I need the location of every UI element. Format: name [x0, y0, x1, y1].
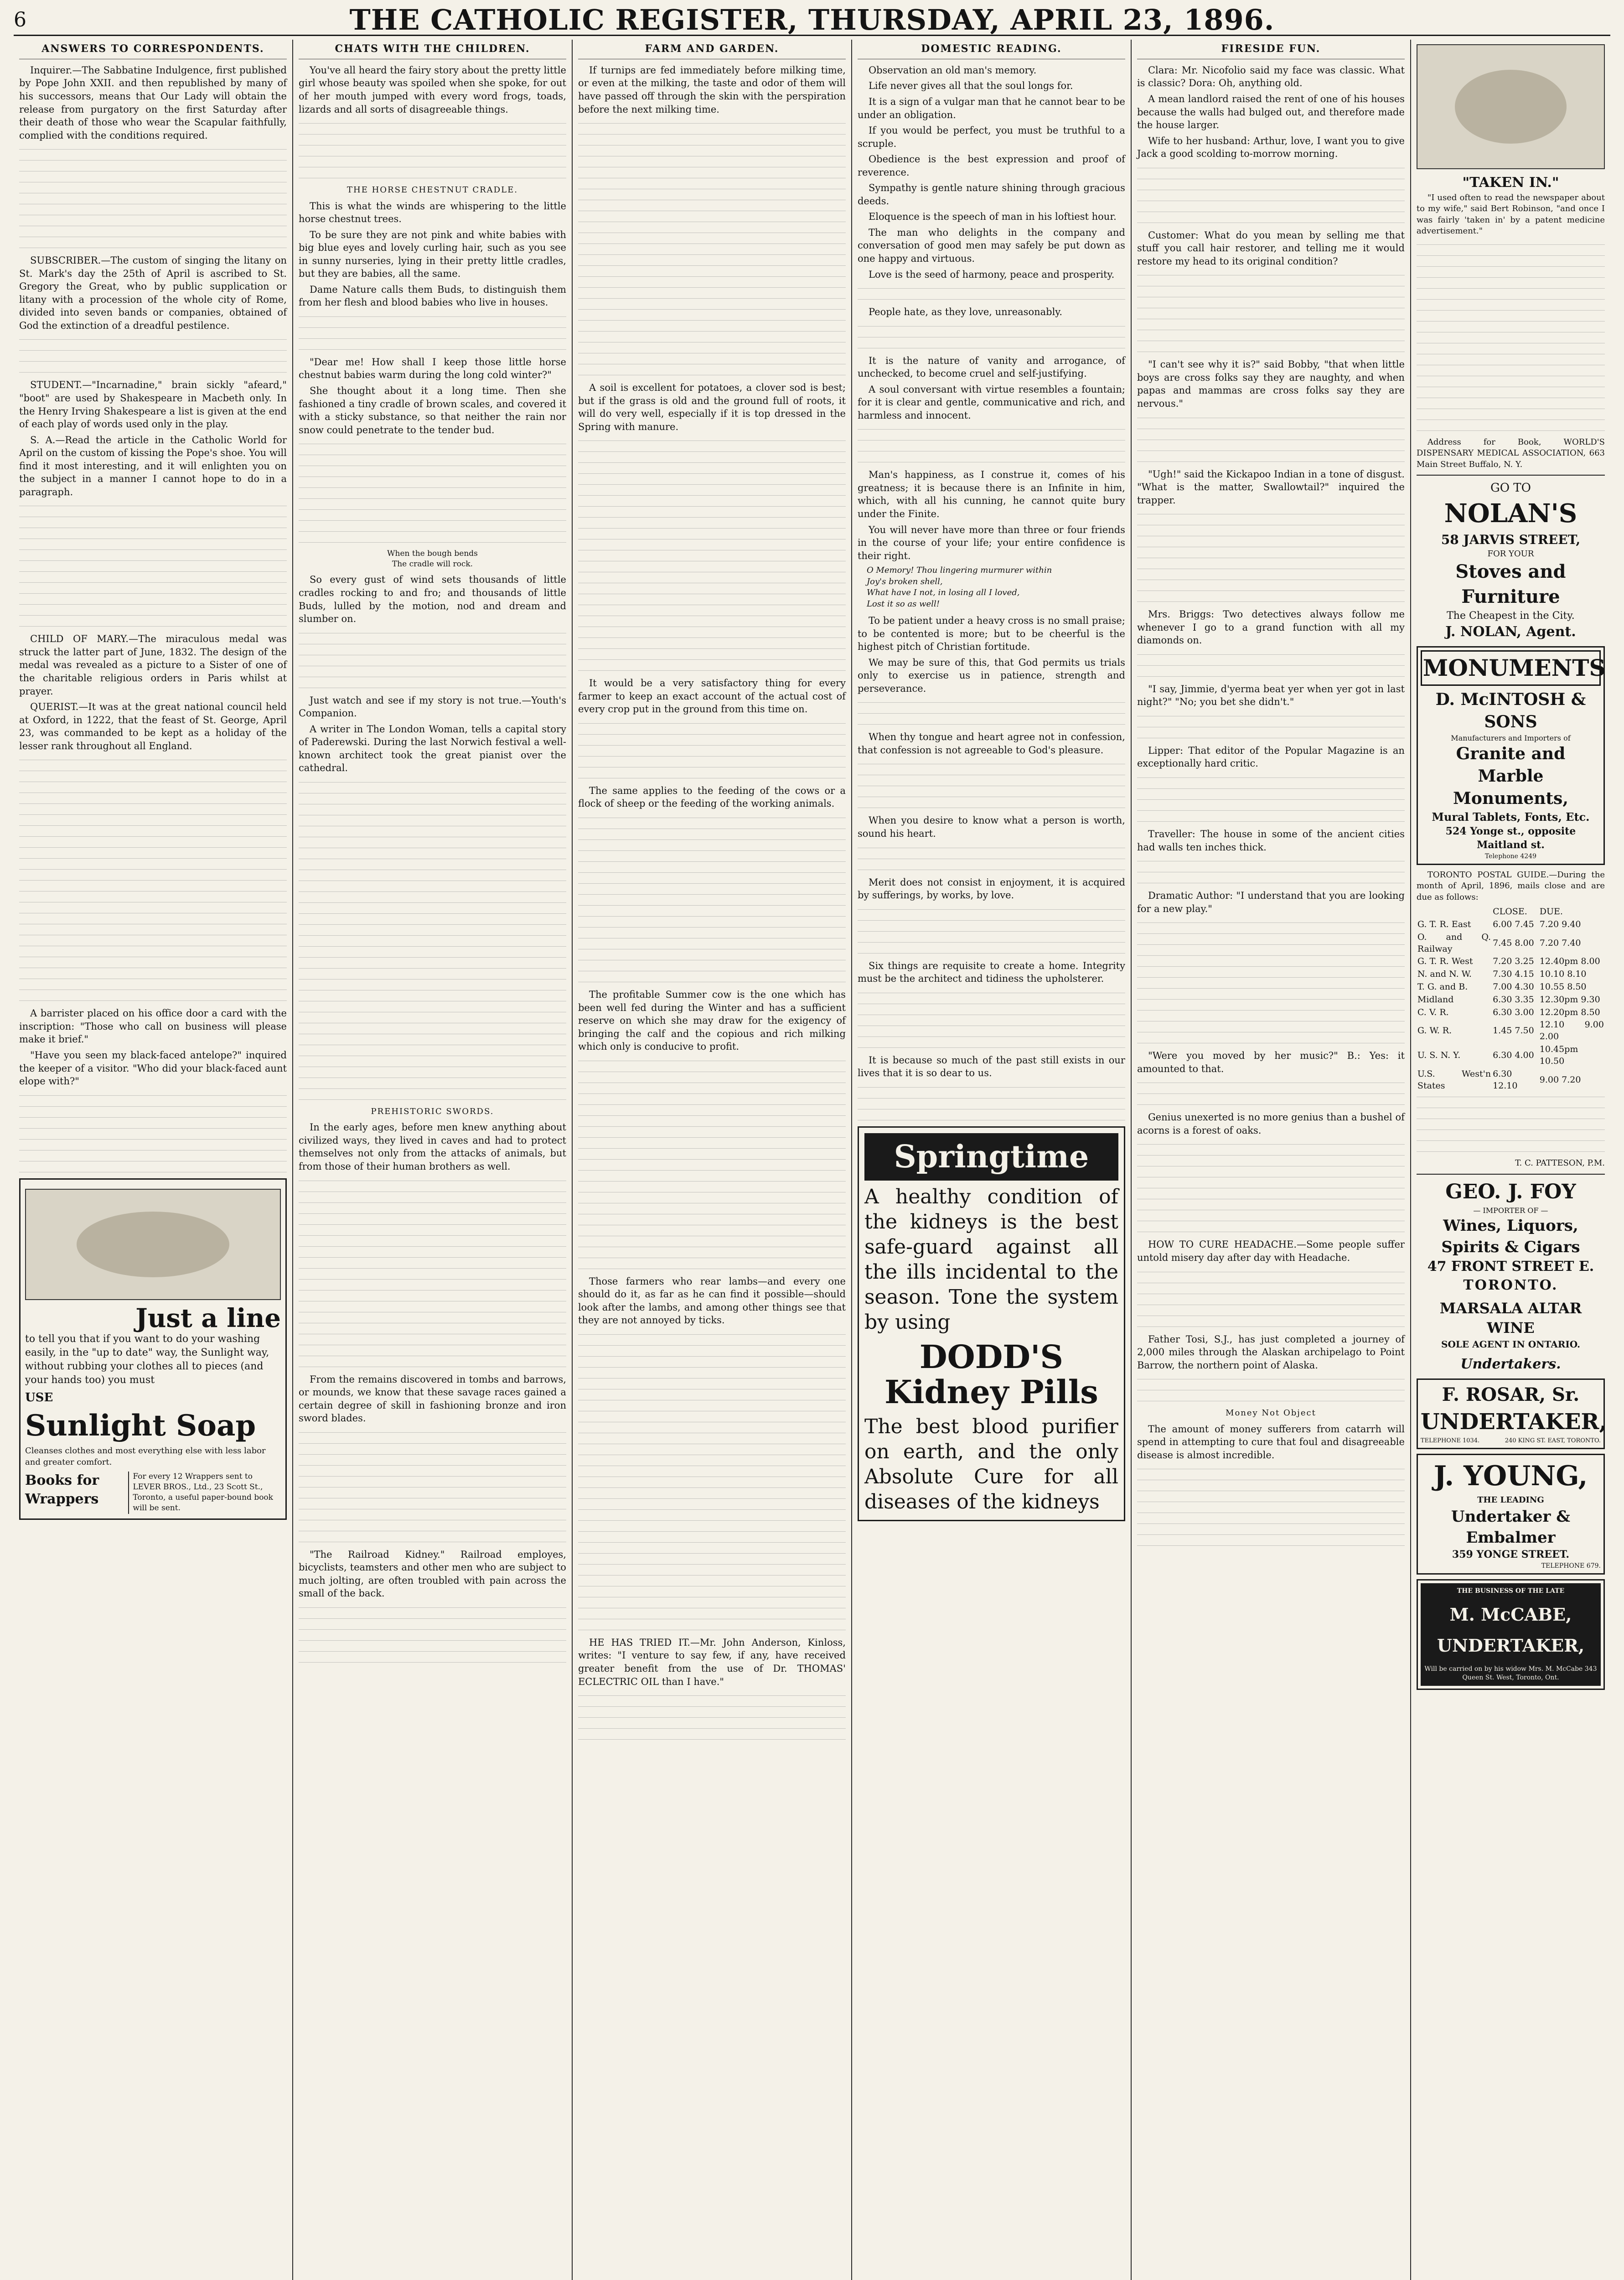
article-paragraph: Just watch and see if my story is not true.—Youth's Companion. [298, 694, 566, 719]
text-block [858, 321, 1125, 348]
table-cell: 12.20pm 8.50 [1539, 1007, 1600, 1017]
article-paragraph: The same applies to the feeding of the cows or a flock of sheep or the feeding of the working animals. [578, 785, 846, 809]
postal-title: TORONTO POSTAL GUIDE.—During the month of April, 1896, mails close and are due as follows: [1416, 870, 1605, 902]
maxim: Man's happiness, as I construe it, comes of his greatness; it is because there is an Infinite in him, which, with all his cunning, he cannot quite bury under the Finite. [857, 469, 1125, 520]
postmaster: T. C. PATTESON, P.M. [1515, 1158, 1605, 1168]
table-row [1417, 918, 1605, 931]
article-paragraph: If turnips are fed immediately before milking time, or even at the milking, the taste and odor of them will have passed off through the skin with the perspiration before the next milking time. [578, 64, 846, 115]
text-block [299, 119, 566, 178]
ad-telephone: Telephone 4249 [1484, 852, 1536, 860]
ad-offer: For every 12 Wrappers sent to LEVER BROS., Ltd., 23 Scott St., Toronto, a useful paper-bound book will be sent. [128, 1472, 281, 1513]
table-cell: 7.30 4.15 [1493, 969, 1534, 979]
maxim: Observation an old man's memory. [868, 64, 1037, 76]
table-header: DUE. [1539, 907, 1563, 917]
ad-name: GEO. J. FOY [1445, 1180, 1576, 1203]
text-block [1137, 1267, 1405, 1327]
poem-line: What have I not, in losing all I loved, [866, 588, 1020, 598]
column-farm [573, 40, 852, 2280]
poem-line: O Memory! Thou lingering murmurer within [866, 565, 1052, 575]
text-block [578, 813, 846, 982]
text-block [19, 501, 287, 627]
article-paragraph: A writer in The London Woman, tells a capital story of Paderewski. During the last Norwich festival a well-known architect took the great pianist over the cathedral. [298, 723, 566, 774]
text-block [578, 1056, 846, 1269]
text-block [1137, 1078, 1405, 1105]
table-row [1417, 1006, 1605, 1019]
table-cell: 9.00 7.20 [1539, 1074, 1581, 1085]
article-paragraph: From the remains discovered in tombs and barrows, or mounds, we know that these savage races gained a certain degree of skill in fashioning bronze and iron sword blades. [298, 1373, 566, 1424]
table-cell: 12.40pm 8.00 [1539, 956, 1600, 967]
table-header [1417, 906, 1492, 918]
table-cell: O. and Q. Railway [1417, 932, 1491, 954]
article-paragraph: Genius unexerted is no more genius than a bushel of acorns is a forest of oaks. [1137, 1112, 1405, 1136]
ad-use: USE [25, 1390, 53, 1404]
maxim: It is a sign of a vulgar man that he cannot bear to be under an obligation. [857, 96, 1125, 120]
table-cell: T. G. and B. [1417, 981, 1468, 992]
ad-product: DODD'S Kidney Pills [884, 1338, 1098, 1411]
text-block [19, 1091, 287, 1172]
article-paragraph: HE HAS TRIED IT.—Mr. John Anderson, Kinloss, writes: "I venture to say few, if any, have received greater benefit from the use of Dr. THOMAS' ECLECTRIC OIL than I have." [578, 1637, 846, 1687]
text-block [1137, 1140, 1405, 1232]
postal-guide [1417, 870, 1605, 1169]
rosar-ad [1417, 1378, 1605, 1449]
table-row [1417, 981, 1605, 994]
section-heading: CHATS WITH THE CHILDREN. [299, 42, 566, 59]
ad-body: A healthy condition of the kidneys is the best safe-guard against all the ills incidental to the season. Tone the system by using [864, 1185, 1118, 1334]
undertakers-heading: Undertakers. [1460, 1356, 1561, 1372]
text-block [1417, 1092, 1605, 1152]
article-paragraph: A soil is excellent for potatoes, a clover sod is best; but if the grass is old and the ground full of roots, it will do very well, especially if it is top dressed in the Spring with manure. [578, 382, 846, 432]
ad-leading: THE LEADING [1477, 1495, 1544, 1505]
article-paragraph: A barrister placed on his office door a card with the inscription: "Those who call on business will please make it brief." [19, 1008, 287, 1045]
article-paragraph: So every gust of wind sets thousands of little cradles rocking to and fro; and thousands of little Buds, lulled by the motion, nod and dream and slumber on. [298, 574, 566, 625]
page-number: 6 [14, 8, 26, 31]
table-row [1417, 1019, 1605, 1043]
maxim: We may be sure of this, that God permits us trials only to exercise us in patience, strength and perseverance. [857, 657, 1125, 694]
ad-title: MONUMENTS [1421, 650, 1601, 686]
maxim: To be patient under a heavy cross is no small praise; to be contented is more; but to be cheerful is the highest pitch of Christian fortitude. [857, 615, 1125, 653]
text-block [1137, 1374, 1405, 1401]
article-paragraph: Father Tosi, S.J., has just completed a journey of 2,000 miles through the Alaskan archipelago to Point Barrow, the northern point of Alaska. [1137, 1333, 1405, 1371]
ad-caption: "TAKEN IN." [1462, 175, 1559, 191]
nolan-ad [1417, 475, 1605, 642]
table-cell: 1.45 7.50 [1493, 1026, 1534, 1036]
poem-line: The cradle will rock. [392, 560, 473, 569]
ad-goods: Wines, Liquors, Spirits & Cigars [1441, 1217, 1580, 1256]
postal-table-body [1417, 918, 1605, 1093]
maxim: A soul conversant with virtue resembles a fountain; for it is clear and gentle, communicative and rich, and harmless and innocent. [857, 383, 1125, 421]
joke: "Ugh!" said the Kickapoo Indian in a tone of disgust. "What is the matter, Swallowtail?" inquired the trapper. [1137, 468, 1405, 506]
article-paragraph: She thought about it a long time. Then she fashioned a tiny cradle of brown scales, and covered it with a sticky substance, so that neither the rain nor snow could penetrate to the tender bud. [298, 385, 566, 435]
maxim: You will never have more than three or four friends in the course of your life; your entire confidence is their right. [857, 524, 1125, 561]
table-cell: 10.45pm 10.50 [1539, 1044, 1578, 1066]
table-cell: G. W. R. [1417, 1026, 1452, 1036]
table-cell: U. S. N. Y. [1417, 1050, 1461, 1061]
ad-city: TORONTO. [1463, 1277, 1558, 1293]
table-header: CLOSE. [1493, 907, 1527, 917]
table-row [1417, 955, 1605, 968]
text-block [578, 719, 846, 778]
table-cell: 7.45 8.00 [1493, 938, 1534, 948]
ad-body: "I used often to read the newspaper about to my wife," said Bert Robinson, "and once I was fairly 'taken in' by a patent medicine advertisement." [1416, 192, 1605, 236]
ad-makers: Manufacturers and Importers of [1451, 733, 1571, 742]
text-block [299, 439, 566, 543]
text-block [858, 988, 1125, 1048]
newspaper-title: THE CATHOLIC REGISTER, THURSDAY, APRIL 23, 1896. [349, 3, 1275, 36]
text-block [1137, 650, 1405, 677]
poem-line: When the bough bends [387, 549, 478, 559]
maxim: Love is the seed of harmony, peace and prosperity. [868, 269, 1115, 280]
column-fireside [1132, 40, 1411, 2280]
maxim: Merit does not consist in enjoyment, it is acquired by sufferings, by works, by love. [857, 876, 1125, 901]
table-cell: Midland [1417, 994, 1454, 1005]
text-block [1137, 509, 1405, 602]
ad-altar: MARSALA ALTAR WINE [1439, 1299, 1582, 1337]
article-paragraph: "Have you seen my black-faced antelope?" inquired the keeper of a visitor. "Who did your black-faced aunt elope with?" [19, 1049, 287, 1087]
ad-name: J. YOUNG, [1433, 1460, 1588, 1492]
article-paragraph: You've all heard the fairy story about the pretty little girl whose beauty was spoiled when she spoke, for out of her mouth jumped with every word frogs, toads, lizards and all sorts of disagreeable things. [298, 64, 566, 115]
maxim: If you would be perfect, you must be truthful to a scruple. [857, 125, 1125, 149]
joke: "I can't see why it is?" said Bobby, "that when little boys are cross folks say they are naughty, and when papas and mammas are cross folks say they are nervous." [1137, 359, 1405, 409]
text-block [858, 1083, 1125, 1120]
text-block [858, 698, 1125, 725]
ad-product: Granite and Marble Monuments, [1453, 744, 1568, 808]
monuments-ad [1417, 646, 1605, 865]
ad-body: Will be carried on by his widow Mrs. M. McCabe 343 Queen St. West, Toronto, Ont. [1421, 1661, 1601, 1686]
table-cell: G. T. R. East [1417, 919, 1471, 929]
joke: Clara: Mr. Nicofolio said my face was classic. What is classic? Dora: Oh, anything old. [1137, 64, 1405, 89]
joke: Traveller: The house in some of the ancient cities had walls ten inches thick. [1137, 829, 1405, 853]
ad-title: UNDERTAKER, [1421, 1630, 1601, 1661]
table-cell: 10.55 8.50 [1539, 981, 1587, 992]
article-paragraph: "Dear me! How shall I keep those little horse chestnut babies warm during the long cold winter?" [298, 356, 566, 381]
table-cell: C. V. R. [1417, 1007, 1449, 1017]
article-paragraph: In the early ages, before men knew anything about civilized ways, they lived in caves and had to protect themselves not only from the attacks of animals, but from those of their human brothers as well. [298, 1122, 566, 1172]
maxim: Sympathy is gentle nature shining through gracious deeds. [857, 182, 1125, 207]
text-block [299, 628, 566, 688]
text-block [299, 312, 566, 350]
table-cell: G. T. R. West [1417, 956, 1473, 967]
text-block [578, 119, 846, 375]
ad-goto: GO TO [1490, 481, 1531, 495]
joke: Customer: What do you mean by selling me that stuff you call hair restorer, and telling me it would restore my head to its original condition? [1137, 229, 1405, 267]
text-block [1137, 163, 1405, 223]
springtime-ad [858, 1126, 1125, 1521]
section-heading: FARM AND GARDEN. [578, 42, 846, 59]
maxim: People hate, as they love, unreasonably. [868, 306, 1063, 318]
ad-banner: THE BUSINESS OF THE LATE [1421, 1583, 1601, 1599]
ad-footer: The best blood purifier on earth, and the only Absolute Cure for all diseases of the kidneys [864, 1415, 1118, 1514]
poem-title: THE HORSE CHESTNUT CRADLE. [347, 185, 518, 195]
mccabe-ad [1417, 1579, 1605, 1689]
table-cell: 7.00 4.30 [1493, 981, 1534, 992]
section-heading: DOMESTIC READING. [858, 42, 1125, 59]
table-cell: 7.20 3.25 [1493, 956, 1534, 967]
table-cell: 6.30 12.10 [1493, 1068, 1518, 1091]
text-block [1137, 270, 1405, 352]
text-block [578, 1330, 846, 1630]
ad-street: 47 FRONT STREET E. [1427, 1258, 1594, 1275]
maxim: It is the nature of vanity and arrogance, of unchecked, to become cruel and self-justifying. [857, 355, 1125, 379]
text-block [19, 145, 287, 248]
table-cell: 12.10 9.00 2.00 [1539, 1020, 1604, 1042]
ad-for-your: FOR YOUR [1487, 549, 1534, 559]
ad-address: 359 YONGE STREET. [1452, 1549, 1569, 1561]
poem-lines [299, 549, 566, 570]
table-row [1417, 994, 1605, 1006]
table-cell: 6.30 4.00 [1493, 1050, 1534, 1061]
text-block [1417, 240, 1605, 431]
text-block [299, 1428, 566, 1542]
column-grid [14, 40, 1610, 2280]
washerwoman-illustration [25, 1189, 281, 1300]
maxim: Life never gives all that the soul longs for. [868, 80, 1073, 92]
poem-line: Joy's broken shell, [866, 576, 943, 586]
text-block [1137, 856, 1405, 883]
text-block [1137, 711, 1405, 738]
table-cell: 10.10 8.10 [1539, 969, 1587, 979]
sub-heading: PREHISTORIC SWORDS. [371, 1106, 494, 1116]
ad-title: Undertaker & Embalmer [1451, 1507, 1570, 1547]
table-cell: U.S. West'n States [1417, 1068, 1491, 1091]
text-block [19, 335, 287, 373]
article-paragraph: "The Railroad Kidney." Railroad employes, bicyclists, teamsters and other men who are subject to much jolting, are often troubled with pain across the small of the back. [298, 1549, 566, 1599]
maxim: When you desire to know what a person is worth, sound his heart. [857, 815, 1125, 839]
ad-product: Stoves and Furniture [1455, 561, 1566, 607]
masthead [14, 5, 1610, 36]
table-row [1417, 931, 1605, 956]
text-block [299, 777, 566, 1100]
article-paragraph: CHILD OF MARY.—The miraculous medal was struck the latter part of June, 1832. The design of the medal was revealed as a picture to a Sister of one of the charitable religious orders in Paris whilst at prayer. [19, 633, 287, 697]
poem-line: Lost it so as well! [866, 599, 940, 609]
foy-ad [1417, 1174, 1605, 1351]
table-cell: 7.20 7.40 [1539, 938, 1581, 948]
text-block [858, 759, 1125, 808]
article-paragraph: SUBSCRIBER.—The custom of singing the litany on St. Mark's day the 25th of April is ascribed to St. Gregory the Great, who by public supplication or litany with a procession of the whole city of Rome, divided into seven bands or companies, obtained of God the extinction of a dreadful pestilence. [19, 255, 287, 331]
sunlight-soap-ad [19, 1178, 287, 1520]
table-cell: N. and N. W. [1417, 969, 1472, 979]
table-row [1417, 1068, 1605, 1093]
ad-address: Address for Book, WORLD'S DISPENSARY MEDICAL ASSOCIATION, 663 Main Street Buffalo, N. Y. [1416, 437, 1605, 469]
maxim: Six things are requisite to create a home. Integrity must be the architect and tidiness the upholsterer. [857, 960, 1125, 985]
section-heading: FIRESIDE FUN. [1137, 42, 1405, 59]
text-block [1137, 918, 1405, 1043]
text-block [858, 284, 1125, 300]
ad-address: 524 Yonge st., opposite Maitland st. [1445, 825, 1576, 851]
column-answers [14, 40, 293, 2280]
joke: Dramatic Author: "I understand that you are looking for a new play." [1137, 890, 1405, 914]
ad-brand: Sunlight Soap [25, 1409, 256, 1443]
ad-books: Books for Wrappers [25, 1472, 99, 1507]
article-paragraph: Those farmers who rear lambs—and every one should do it, as far as he can find it possible—should look after the lambs, and among other things see that they are not annoyed by ticks. [578, 1275, 846, 1326]
article-paragraph: S. A.—Read the article in the Catholic World for April on the custom of kissing the Pope's shoe. You will find it most interesting, and it will enlighten you on the subject in a manner I cannot hope to do in a paragraph. [19, 434, 287, 497]
article-paragraph: This is what the winds are whispering to the little horse chestnut trees. [298, 200, 566, 225]
ad-agent: SOLE AGENT IN ONTARIO. [1441, 1338, 1580, 1350]
ad-title: UNDERTAKER, [1420, 1409, 1607, 1435]
taken-in-illustration [1417, 44, 1605, 169]
column-domestic [852, 40, 1132, 2280]
text-block [578, 1691, 846, 1740]
maxim: It is because so much of the past still exists in our lives that it is so dear to us. [857, 1054, 1125, 1079]
sub-heading: Money Not Object [1226, 1408, 1316, 1418]
joke: Lipper: That editor of the Popular Magazine is an exceptionally hard critic. [1137, 745, 1405, 769]
article-paragraph: QUERIST.—It was at the great national council held at Oxford, in 1222, that the feast of St. George, April 23, was commanded to be kept as a holiday of the lesser rank throughout all England. [19, 701, 287, 751]
text-block [1137, 773, 1405, 822]
maxim: Obedience is the best expression and proof of reverence. [857, 154, 1125, 178]
text-block [19, 755, 287, 1001]
table-cell: 6.30 3.00 [1493, 1007, 1534, 1017]
table-row [1417, 968, 1605, 981]
maxim: When thy tongue and heart agree not in confession, that confession is not agreeable to God's pleasure. [857, 731, 1125, 756]
ad-banner: Springtime [864, 1133, 1118, 1181]
ad-name: NOLAN'S [1444, 498, 1577, 529]
column-advertisements [1411, 40, 1610, 2280]
table-row [1417, 1043, 1605, 1068]
maxim: Eloquence is the speech of man in his loftiest hour. [868, 211, 1117, 223]
table-cell: 6.30 3.35 [1493, 994, 1534, 1005]
ad-name: F. ROSAR, Sr. [1442, 1384, 1580, 1405]
article-paragraph: STUDENT.—"Incarnadine," brain sickly "afeard," "boot" are used by Shakespeare in Macbeth only. In the Henry Irving Shakespeare a list is given at the end of each play of words used only in the play. [19, 379, 287, 430]
ad-telephone: TELEPHONE 679. [1541, 1562, 1601, 1570]
joke: Mrs. Briggs: Two detectives always follow me whenever I go to a grand function with all my diamonds on. [1137, 609, 1405, 646]
text-block [858, 905, 1125, 953]
article-paragraph: The profitable Summer cow is the one which has been well fed during the Winter and has a sufficient reserve on which she may draw for the exigency of bringing the calf and the copious and rich milking which only is conducive to profit. [578, 989, 846, 1052]
article-paragraph: Inquirer.—The Sabbatine Indulgence, first published by Pope John XXII. and then republished by many of his successors, means that Our Lady will obtain the release from purgatory on the first Saturday after their death of those who wear the Scapular faithfully, complied with the conditions required. [19, 64, 287, 141]
poem-lines [867, 565, 1125, 610]
young-ad [1417, 1454, 1605, 1575]
table-cell: 12.30pm 9.30 [1539, 994, 1600, 1005]
ad-name: M. McCABE, [1421, 1599, 1601, 1630]
ad-telephone: TELEPHONE 1034. [1420, 1437, 1480, 1445]
section-heading: ANSWERS TO CORRESPONDENTS. [19, 42, 287, 59]
text-block [299, 1603, 566, 1663]
article-paragraph: The amount of money sufferers from catarrh will spend in attempting to cure that foul and disagreeable disease is almost incredible. [1137, 1423, 1405, 1461]
text-block [1137, 413, 1405, 462]
text-block [858, 425, 1125, 462]
text-block [858, 843, 1125, 870]
article-paragraph: HOW TO CURE HEADACHE.—Some people suffer untold misery day after day with Headache. [1137, 1239, 1405, 1263]
table-cell: 6.00 7.45 [1493, 919, 1534, 929]
ad-street: 58 JARVIS STREET, [1441, 532, 1581, 547]
text-block [299, 1176, 566, 1367]
joke: "Were you moved by her music?" B.: Yes: it amounted to that. [1137, 1050, 1405, 1074]
ad-agent: J. NOLAN, Agent. [1445, 623, 1576, 640]
text-block [1137, 1464, 1405, 1546]
maxim: The man who delights in the company and conversation of good men may safely be put down as one happy and virtuous. [857, 227, 1125, 264]
joke: Wife to her husband: Arthur, love, I want you to give Jack a good scolding to-morrow morning. [1137, 135, 1405, 160]
ad-address: 240 KING ST. EAST, TORONTO. [1505, 1437, 1601, 1445]
ad-tablets: Mural Tablets, Fonts, Etc. [1432, 810, 1590, 824]
joke: A mean landlord raised the rent of one of his houses because the walls had bulged out, and therefore made the house larger. [1137, 93, 1405, 131]
column-chats [293, 40, 573, 2280]
postal-table [1417, 906, 1605, 1092]
article-paragraph: To be sure they are not pink and white babies with big blue eyes and lovely curling hair, such as you see in sunny nurseries, lying in their pretty little cradles, but they are babies, all the same. [298, 229, 566, 280]
ad-firm: D. McINTOSH & SONS [1435, 689, 1586, 731]
ad-importer: — IMPORTER OF — [1473, 1206, 1548, 1215]
joke: "I say, Jimmie, d'yerma beat yer when yer got in last night?" "No; you bet she didn't." [1137, 683, 1405, 708]
ad-tagline: Cleanses clothes and most everything else with less labor and greater comfort. [25, 1446, 266, 1467]
ad-headline: Just a line [135, 1303, 281, 1333]
text-block [578, 436, 846, 671]
article-paragraph: It would be a very satisfactory thing for every farmer to keep an exact account of the actual cost of every crop put in the ground from this time on. [578, 678, 846, 715]
ad-cheapest: The Cheapest in the City. [1447, 610, 1575, 622]
table-cell: 7.20 9.40 [1539, 919, 1581, 929]
ad-body: to tell you that if you want to do your washing easily, in the "up to date" way, the Sunlight way, without rubbing your clothes all to pieces (and your hands too) you must [25, 1333, 269, 1386]
article-paragraph: Dame Nature calls them Buds, to distinguish them from her flesh and blood babies who live in houses. [298, 284, 566, 308]
table-header-row [1417, 906, 1605, 918]
